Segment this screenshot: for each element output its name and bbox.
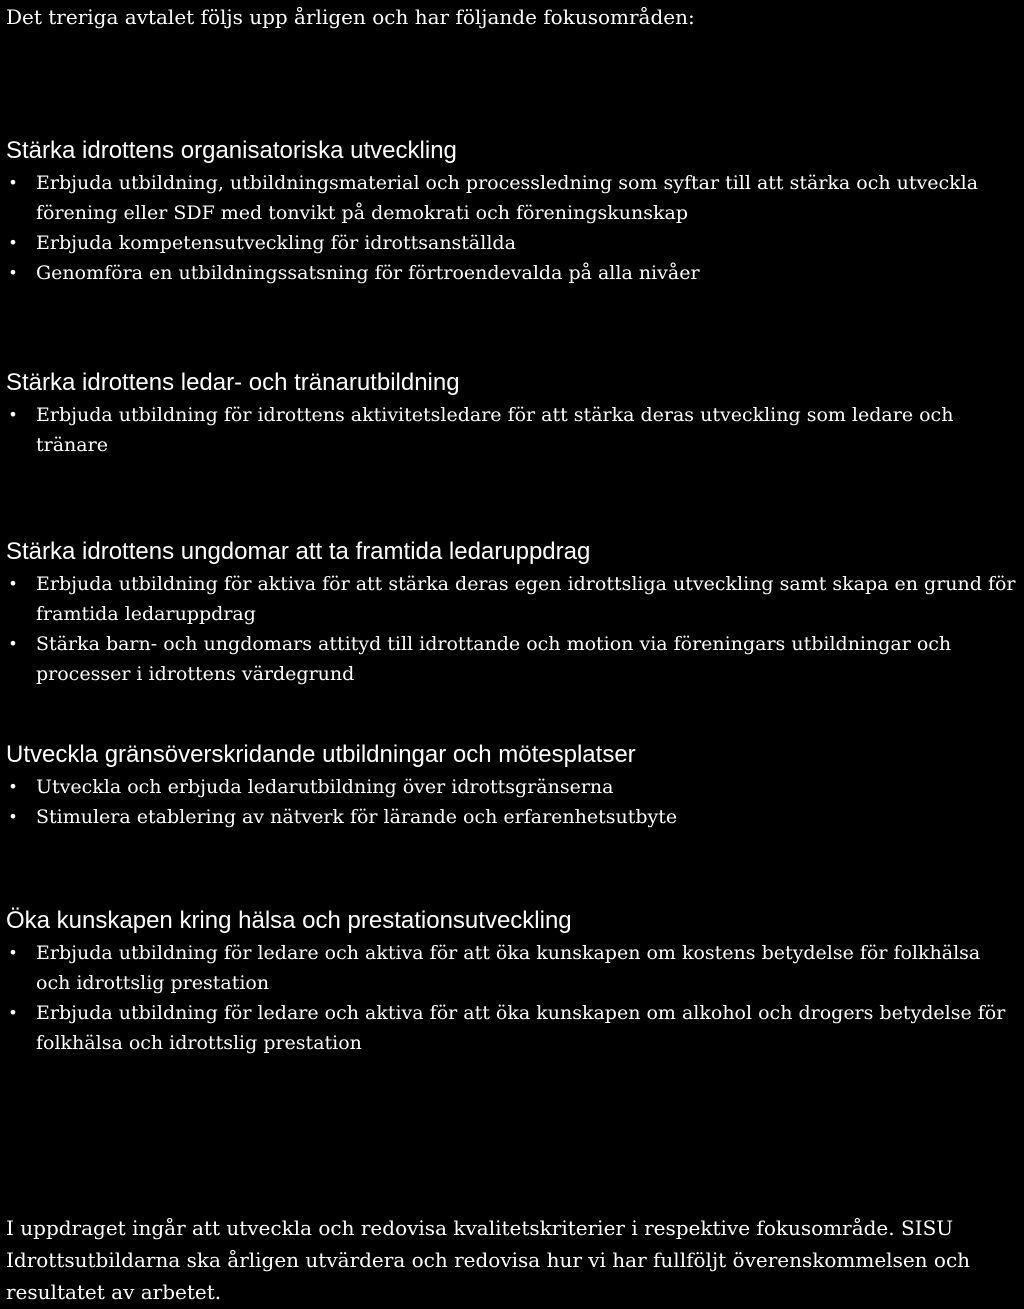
bullet-icon: • <box>8 574 18 593</box>
list-item-text: Erbjuda utbildning för ledare och aktiva för att öka kunskapen om kostens betydelse för folkhälsa och idrottslig prestation <box>36 942 981 994</box>
list-item-text: Genomföra en utbildningssatsning för förtroendevalda på alla nivåer <box>36 262 700 284</box>
bullet-list <box>6 400 1018 460</box>
list-item-text: Erbjuda utbildning för aktiva för att stärka deras egen idrottsliga utveckling samt skapa en grund för framtida ledaruppdrag <box>36 573 1016 625</box>
list-item-text: Stimulera etablering av nätverk för lärande och erfarenhetsutbyte <box>36 806 678 828</box>
bullet-icon: • <box>8 263 18 282</box>
bullet-icon: • <box>8 1003 18 1022</box>
list-item <box>6 629 1018 689</box>
intro-text: Det treriga avtalet följs upp årligen och har följande fokusområden: <box>6 5 695 29</box>
list-item-text: Erbjuda utbildning, utbildningsmaterial och processledning som syftar till att stärka och utveckla förening eller SDF med tonvikt på demokrati och föreningskunskap <box>36 172 979 224</box>
bullet-icon: • <box>8 634 18 653</box>
list-item <box>6 228 1018 258</box>
list-item-text: Erbjuda kompetensutveckling för idrottsanställda <box>36 232 516 254</box>
focus-area-leaders-coaches <box>6 368 1018 460</box>
list-item <box>6 400 1018 460</box>
focus-area-health-performance <box>6 906 1018 1058</box>
bullet-icon: • <box>8 233 18 252</box>
list-item-text: Erbjuda utbildning för ledare och aktiva för att öka kunskapen om alkohol och drogers betydelse för folkhälsa och idrottslig prestation <box>36 1002 1006 1054</box>
list-item <box>6 802 1018 832</box>
bullet-list <box>6 938 1018 1058</box>
focus-area-organisational <box>6 136 1018 288</box>
bullet-list <box>6 569 1018 689</box>
section-heading: Öka kunskapen kring hälsa och prestationsutveckling <box>6 907 572 934</box>
section-heading: Utveckla gränsöverskridande utbildningar och mötesplatser <box>6 741 636 768</box>
bullet-list <box>6 772 1018 832</box>
focus-area-cross-sport <box>6 740 1018 832</box>
closing-paragraph: I uppdraget ingår att utveckla och redovisa kvalitetskriterier i respektive fokusområde. SISU Idrottsutbildarna ska årligen utvärdera och redovisa hur vi har fullföljt överenskommelsen och resultatet av arbetet. <box>6 1216 971 1304</box>
section-heading: Stärka idrottens ungdomar att ta framtida ledaruppdrag <box>6 538 591 565</box>
list-item <box>6 772 1018 802</box>
list-item-text: Erbjuda utbildning för idrottens aktivitetsledare för att stärka deras utveckling som ledare och tränare <box>36 404 954 456</box>
list-item <box>6 168 1018 228</box>
focus-area-youth-leadership <box>6 537 1018 689</box>
list-item <box>6 998 1018 1058</box>
list-item-text: Utveckla och erbjuda ledarutbildning över idrottsgränserna <box>36 776 614 798</box>
list-item-text: Stärka barn- och ungdomars attityd till idrottande och motion via föreningars utbildningar och processer i idrottens värdegrund <box>36 633 952 685</box>
list-item <box>6 938 1018 998</box>
bullet-list <box>6 168 1018 288</box>
bullet-icon: • <box>8 807 18 826</box>
list-item <box>6 258 1018 288</box>
bullet-icon: • <box>8 173 18 192</box>
bullet-icon: • <box>8 405 18 424</box>
bullet-icon: • <box>8 943 18 962</box>
bullet-icon: • <box>8 777 18 796</box>
section-heading: Stärka idrottens organisatoriska utveckling <box>6 137 457 164</box>
list-item <box>6 569 1018 629</box>
section-heading: Stärka idrottens ledar- och tränarutbildning <box>6 369 460 396</box>
